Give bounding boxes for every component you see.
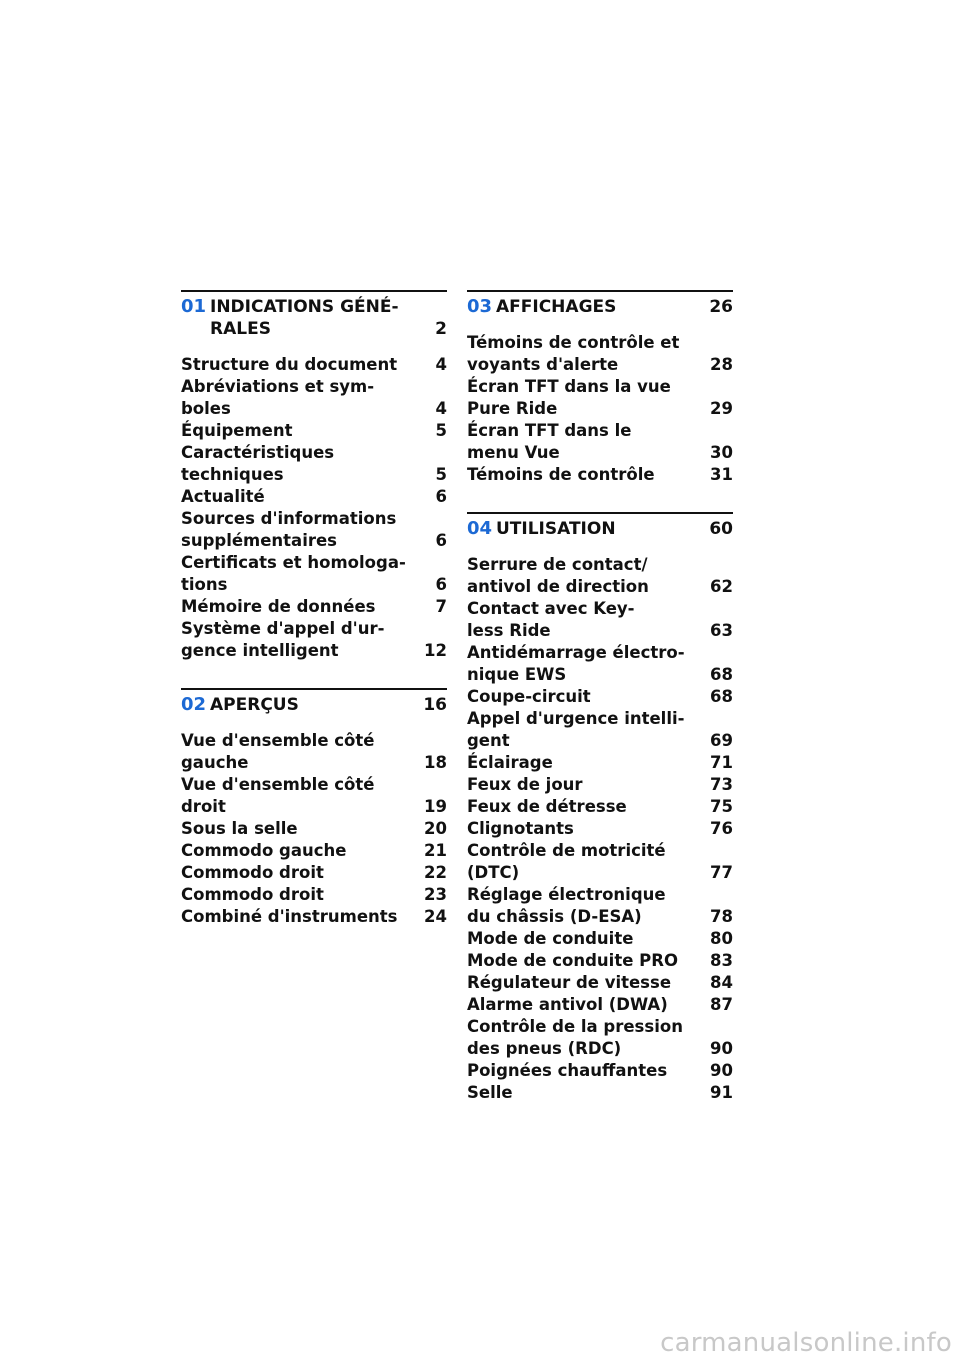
entry-title: Sous la selle (181, 819, 298, 838)
section-divider (467, 512, 733, 514)
toc-entry[interactable] (467, 598, 733, 642)
toc-entry[interactable] (467, 752, 733, 774)
entry-title: Réglage électronique du châssis (D-ESA) (467, 885, 666, 926)
entry-page-number: 78 (710, 907, 733, 926)
section-heading[interactable] (181, 296, 447, 340)
entry-title: Certificats et homologa- tions (181, 553, 406, 594)
entry-title: Feux de détresse (467, 797, 627, 816)
toc-entry[interactable] (181, 862, 447, 884)
section-title: INDICATIONS GÉNÉ- RALES (210, 297, 399, 339)
toc-right-column (467, 290, 733, 1104)
toc-entry[interactable] (467, 950, 733, 972)
section-title: AFFICHAGES (496, 297, 617, 317)
toc-entry[interactable] (467, 1082, 733, 1104)
toc-left-column (181, 290, 447, 928)
toc-entry[interactable] (467, 708, 733, 752)
toc-entry[interactable] (467, 686, 733, 708)
toc-entry[interactable] (467, 884, 733, 928)
entry-page-number: 77 (710, 863, 733, 882)
entry-title: Combiné d'instruments (181, 907, 398, 926)
section-divider (181, 290, 447, 292)
entry-title: Mode de conduite (467, 929, 634, 948)
toc-entry[interactable] (467, 994, 733, 1016)
entry-page-number: 7 (435, 597, 447, 616)
entry-page-number: 31 (710, 465, 733, 484)
toc-entry[interactable] (181, 730, 447, 774)
entry-page-number: 83 (710, 951, 733, 970)
entry-title: Équipement (181, 421, 293, 440)
toc-entry[interactable] (467, 818, 733, 840)
section-number: 04 (467, 518, 493, 539)
section-divider (467, 290, 733, 292)
entry-page-number: 28 (710, 355, 733, 374)
entry-page-number: 5 (435, 421, 447, 440)
entry-page-number: 76 (710, 819, 733, 838)
entry-page-number: 84 (710, 973, 733, 992)
entry-page-number: 6 (435, 531, 447, 550)
toc-entry[interactable] (467, 1060, 733, 1082)
entry-title: Régulateur de vitesse (467, 973, 672, 992)
entry-page-number: 90 (710, 1039, 733, 1058)
section-title: APERÇUS (210, 695, 299, 715)
entry-page-number: 12 (424, 641, 447, 660)
entry-title: Mode de conduite PRO (467, 951, 678, 970)
section-page-number: 60 (709, 519, 733, 539)
entry-page-number: 21 (424, 841, 447, 860)
toc-section (467, 290, 733, 486)
entry-page-number: 20 (424, 819, 447, 838)
entry-title: Caractéristiques techniques (181, 443, 335, 484)
toc-entry[interactable] (181, 354, 447, 376)
toc-entry[interactable] (181, 906, 447, 928)
watermark-text: carmanualsonline.info (660, 1328, 952, 1358)
entry-page-number: 62 (710, 577, 733, 596)
entry-page-number: 63 (710, 621, 733, 640)
entry-title: Contrôle de la pression des pneus (RDC) (467, 1017, 683, 1058)
entry-title: Serrure de contact/ antivol de direction (467, 555, 649, 596)
toc-entry[interactable] (181, 420, 447, 442)
entry-title: Antidémarrage électro- nique EWS (467, 643, 685, 684)
entry-title: Mémoire de données (181, 597, 376, 616)
entry-title: Éclairage (467, 753, 553, 772)
toc-entry[interactable] (181, 884, 447, 906)
entry-title: Témoins de contrôle (467, 465, 655, 484)
entry-page-number: 73 (710, 775, 733, 794)
entry-page-number: 4 (435, 399, 447, 418)
entry-title: Témoins de contrôle et voyants d'alerte (467, 333, 680, 374)
entry-title: Selle (467, 1083, 513, 1102)
entry-page-number: 19 (424, 797, 447, 816)
toc-section (181, 688, 447, 928)
toc-entry[interactable] (181, 552, 447, 596)
section-page-number: 16 (423, 695, 447, 715)
toc-entry[interactable] (467, 464, 733, 486)
toc-entry[interactable] (181, 840, 447, 862)
entry-page-number: 24 (424, 907, 447, 926)
toc-entry[interactable] (181, 442, 447, 486)
toc-entry[interactable] (181, 618, 447, 662)
entry-title: Vue d'ensemble côté gauche (181, 731, 375, 772)
entry-page-number: 6 (435, 487, 447, 506)
section-title: UTILISATION (496, 519, 616, 539)
entry-page-number: 4 (435, 355, 447, 374)
entry-title: Structure du document (181, 355, 398, 374)
toc-entry[interactable] (181, 376, 447, 420)
section-divider (181, 688, 447, 690)
entry-title: Clignotants (467, 819, 574, 838)
section-page-number: 2 (435, 319, 447, 339)
toc-entry[interactable] (181, 818, 447, 840)
entry-page-number: 68 (710, 687, 733, 706)
section-number: 03 (467, 296, 493, 317)
entry-page-number: 5 (435, 465, 447, 484)
section-number: 02 (181, 694, 207, 715)
section-heading[interactable] (181, 694, 447, 716)
entry-title: Feux de jour (467, 775, 583, 794)
entry-page-number: 22 (424, 863, 447, 882)
toc-entry[interactable] (467, 796, 733, 818)
entry-page-number: 23 (424, 885, 447, 904)
entry-title: Commodo droit (181, 885, 324, 904)
entry-page-number: 80 (710, 929, 733, 948)
entry-title: Commodo droit (181, 863, 324, 882)
entry-page-number: 91 (710, 1083, 733, 1102)
toc-entry[interactable] (467, 774, 733, 796)
toc-entry[interactable] (467, 376, 733, 420)
section-heading[interactable] (467, 296, 733, 318)
toc-entry[interactable] (181, 486, 447, 508)
entry-page-number: 68 (710, 665, 733, 684)
section-page-number: 26 (709, 297, 733, 317)
toc-entry[interactable] (467, 642, 733, 686)
entry-title: Contact avec Key- less Ride (467, 599, 635, 640)
entry-page-number: 71 (710, 753, 733, 772)
entry-title: Poignées chauffantes (467, 1061, 668, 1080)
entry-title: Actualité (181, 487, 265, 506)
entry-page-number: 18 (424, 753, 447, 772)
toc-section (467, 512, 733, 1104)
entry-title: Sources d'informations supplémentaires (181, 509, 397, 550)
toc-entry[interactable] (467, 420, 733, 464)
entry-title: Commodo gauche (181, 841, 347, 860)
entry-title: Coupe-circuit (467, 687, 591, 706)
entry-page-number: 90 (710, 1061, 733, 1080)
entry-page-number: 69 (710, 731, 733, 750)
toc-entry[interactable] (181, 774, 447, 818)
toc-entry[interactable] (467, 1016, 733, 1060)
section-heading[interactable] (467, 518, 733, 540)
toc-entry[interactable] (467, 840, 733, 884)
entry-page-number: 30 (710, 443, 733, 462)
entry-page-number: 29 (710, 399, 733, 418)
entry-title: Alarme antivol (DWA) (467, 995, 668, 1014)
toc-entry[interactable] (467, 928, 733, 950)
entry-page-number: 6 (435, 575, 447, 594)
section-number: 01 (181, 296, 207, 317)
entry-title: Vue d'ensemble côté droit (181, 775, 375, 816)
toc-entry[interactable] (467, 972, 733, 994)
entry-title: Écran TFT dans le menu Vue (467, 421, 632, 462)
entry-page-number: 75 (710, 797, 733, 816)
entry-title: Contrôle de motricité (DTC) (467, 841, 666, 882)
toc-entry[interactable] (467, 332, 733, 376)
entry-title: Appel d'urgence intelli- gent (467, 709, 685, 750)
toc-section (181, 290, 447, 662)
entry-title: Écran TFT dans la vue Pure Ride (467, 377, 671, 418)
toc-entry[interactable] (181, 508, 447, 552)
toc-entry[interactable] (181, 596, 447, 618)
entry-title: Abréviations et sym- boles (181, 377, 375, 418)
toc-entry[interactable] (467, 554, 733, 598)
entry-title: Système d'appel d'ur- gence intelligent (181, 619, 385, 660)
entry-page-number: 87 (710, 995, 733, 1014)
